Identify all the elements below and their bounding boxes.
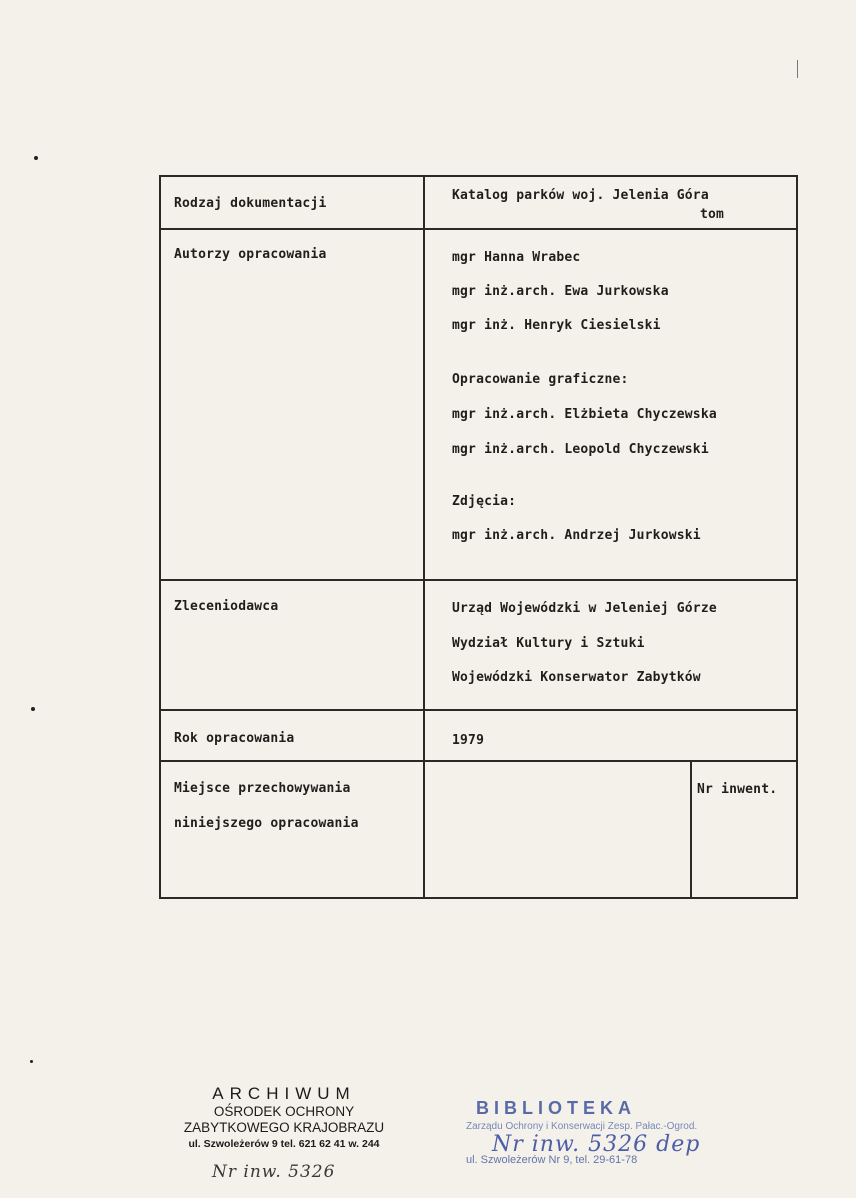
graphics-heading: Opracowanie graficzne:	[452, 372, 629, 387]
doc-type-value: Katalog parków woj. Jelenia Góra	[452, 188, 709, 203]
client-line-2: Wydział Kultury i Sztuki	[452, 636, 645, 651]
column-divider	[423, 175, 425, 899]
library-inventory-handwriting: Nr inw. 5326 dep	[492, 1132, 701, 1157]
margin-mark	[31, 707, 35, 711]
table-bottom-border	[160, 897, 798, 899]
table-right-border	[796, 175, 798, 899]
author-2: mgr inż.arch. Ewa Jurkowska	[452, 284, 669, 299]
client-label: Zleceniodawca	[174, 599, 279, 614]
row-divider-1	[160, 228, 798, 230]
photos-heading: Zdjęcia:	[452, 494, 517, 509]
authors-label: Autorzy opracowania	[174, 247, 327, 262]
row-divider-3	[160, 709, 798, 711]
graphics-author-1: mgr inż.arch. Elżbieta Chyczewska	[452, 407, 717, 422]
client-line-1: Urząd Wojewódzki w Jeleniej Górze	[452, 601, 717, 616]
edge-mark	[797, 60, 798, 78]
archive-stamp-line-2: ZABYTKOWEGO KRAJOBRAZU	[183, 1120, 385, 1135]
library-stamp-address: ul. Szwoleżerów Nr 9, tel. 29-61-78	[466, 1154, 638, 1166]
archive-stamp-title: ARCHIWUM	[212, 1084, 356, 1103]
client-line-3: Wojewódzki Konserwator Zabytków	[452, 670, 701, 685]
archive-inventory-handwriting: Nr inw. 5326	[212, 1162, 336, 1182]
margin-mark	[30, 1060, 33, 1063]
table-top-border	[160, 175, 798, 177]
year-label: Rok opracowania	[174, 731, 295, 746]
table-left-border	[159, 175, 161, 899]
margin-mark	[34, 156, 38, 160]
library-stamp-line-1: Zarządu Ochrony i Konserwacji Zesp. Pałac.-Ogrod.	[466, 1121, 698, 1132]
library-stamp-title: BIBLIOTEKA	[476, 1098, 636, 1118]
storage-label-line-2: niniejszego opracowania	[174, 816, 359, 831]
doc-type-volume: tom	[700, 207, 725, 222]
graphics-author-2: mgr inż.arch. Leopold Chyczewski	[452, 442, 709, 457]
library-stamp	[466, 1098, 726, 1166]
inventory-label: Nr inwent.	[697, 782, 778, 797]
storage-label-line-1: Miejsce przechowywania	[174, 781, 351, 796]
archive-stamp-line-1: OŚRODEK OCHRONY	[213, 1104, 355, 1119]
photos-author-1: mgr inż.arch. Andrzej Jurkowski	[452, 528, 701, 543]
row-divider-4	[160, 760, 798, 762]
author-3: mgr inż. Henryk Ciesielski	[452, 318, 661, 333]
doc-type-label: Rodzaj dokumentacji	[174, 196, 327, 211]
author-1: mgr Hanna Wrabec	[452, 250, 581, 265]
inventory-column-divider	[690, 760, 692, 899]
archive-stamp	[178, 1084, 390, 1150]
archive-stamp-address: ul. Szwoleżerów 9 tel. 621 62 41 w. 244	[188, 1138, 380, 1150]
row-divider-2	[160, 579, 798, 581]
year-value: 1979	[452, 733, 485, 748]
